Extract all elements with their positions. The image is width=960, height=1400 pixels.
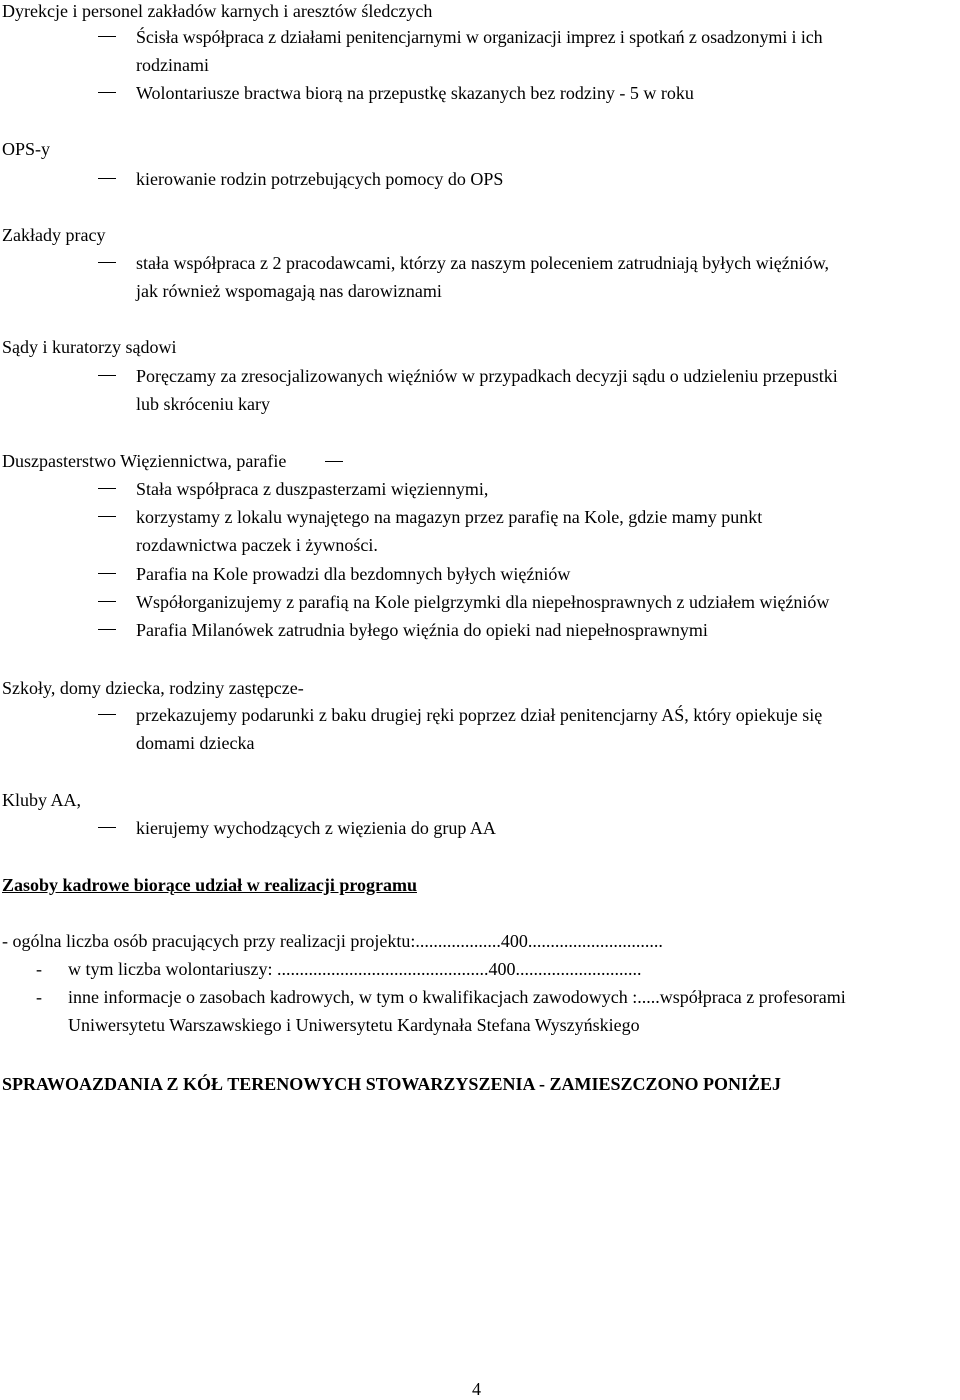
list-item: Ścisła współpraca z działami penitencjarnymi w organizacji imprez i spotkań z osadzonymi i ich <box>136 27 823 47</box>
list-item-continuation: rodzinami <box>136 55 209 75</box>
section-heading-prison-staff: Dyrekcje i personel zakładów karnych i aresztów śledczych <box>2 1 433 21</box>
dash-bullet <box>98 573 116 574</box>
heading-trailing-dash <box>325 461 343 462</box>
list-item: kierowanie rodzin potrzebujących pomocy do OPS <box>136 169 504 189</box>
dash-bullet <box>98 827 116 828</box>
dash-bullet <box>98 601 116 602</box>
reports-heading: SPRAWOAZDANIA Z KÓŁ TERENOWYCH STOWARZYSZENIA - ZAMIESZCZONO PONIŻEJ <box>2 1074 781 1094</box>
list-item: kierujemy wychodzących z więzienia do grup AA <box>136 818 496 838</box>
dash-bullet <box>98 714 116 715</box>
resources-heading: Zasoby kadrowe biorące udział w realizacji programu <box>2 875 417 895</box>
list-item: korzystamy z lokalu wynajętego na magazyn przez parafię na Kole, gdzie mamy punkt <box>136 507 763 527</box>
resources-volunteers: w tym liczba wolontariuszy: ...............................................400............................ <box>68 959 642 979</box>
page-number: 4 <box>472 1379 481 1399</box>
dash-bullet <box>98 516 116 517</box>
list-item: Wolontariusze bractwa biorą na przepustkę skazanych bez rodziny - 5 w roku <box>136 83 694 103</box>
dash-bullet <box>98 488 116 489</box>
dash-bullet <box>98 375 116 376</box>
list-item-continuation: domami dziecka <box>136 733 255 753</box>
dash-bullet: - <box>36 959 42 979</box>
list-item: stała współpraca z 2 pracodawcami, którzy za naszym poleceniem zatrudniają byłych więźniów, <box>136 253 830 273</box>
list-item: Parafia na Kole prowadzi dla bezdomnych byłych więźniów <box>136 564 571 584</box>
dash-bullet <box>98 178 116 179</box>
dash-bullet <box>98 36 116 37</box>
section-heading-courts: Sądy i kuratorzy sądowi <box>2 337 177 357</box>
resources-other-continuation: Uniwersytetu Warszawskiego i Uniwersytetu Kardynała Stefana Wyszyńskiego <box>68 1015 640 1035</box>
list-item-continuation: rozdawnictwa paczek i żywności. <box>136 535 378 555</box>
dash-bullet <box>98 262 116 263</box>
resources-other: inne informacje o zasobach kadrowych, w tym o kwalifikacjach zawodowych :.....współpraca z profesorami <box>68 987 846 1007</box>
list-item: Stała współpraca z duszpasterzami więziennymi, <box>136 479 489 499</box>
list-item: Współorganizujemy z parafią na Kole pielgrzymki dla niepełnosprawnych z udziałem więźniów <box>136 592 830 612</box>
dash-bullet: - <box>36 987 42 1007</box>
list-item: przekazujemy podarunki z baku drugiej ręki poprzez dział penitencjarny AŚ, który opiekuje się <box>136 705 823 725</box>
section-heading-aa-clubs: Kluby AA, <box>2 790 82 810</box>
dash-bullet <box>98 629 116 630</box>
list-item-continuation: jak również wspomagają nas darowiznami <box>136 281 442 301</box>
resources-total: - ogólna liczba osób pracujących przy realizacji projektu:...................400.............................. <box>2 931 663 951</box>
section-heading-employers: Zakłady pracy <box>2 225 106 245</box>
list-item: Poręczamy za zresocjalizowanych więźniów w przypadkach decyzji sądu o udzieleniu przepustki <box>136 366 838 386</box>
list-item-continuation: lub skróceniu kary <box>136 394 270 414</box>
section-heading-text: Duszpasterstwo Więziennictwa, parafie <box>2 451 287 471</box>
section-heading-chaplaincy <box>2 450 286 472</box>
section-heading-ops: OPS-y <box>2 139 51 159</box>
dash-bullet <box>98 92 116 93</box>
section-heading-schools: Szkoły, domy dziecka, rodziny zastępcze- <box>2 678 304 698</box>
list-item: Parafia Milanówek zatrudnia byłego więźnia do opieki nad niepełnosprawnymi <box>136 620 708 640</box>
